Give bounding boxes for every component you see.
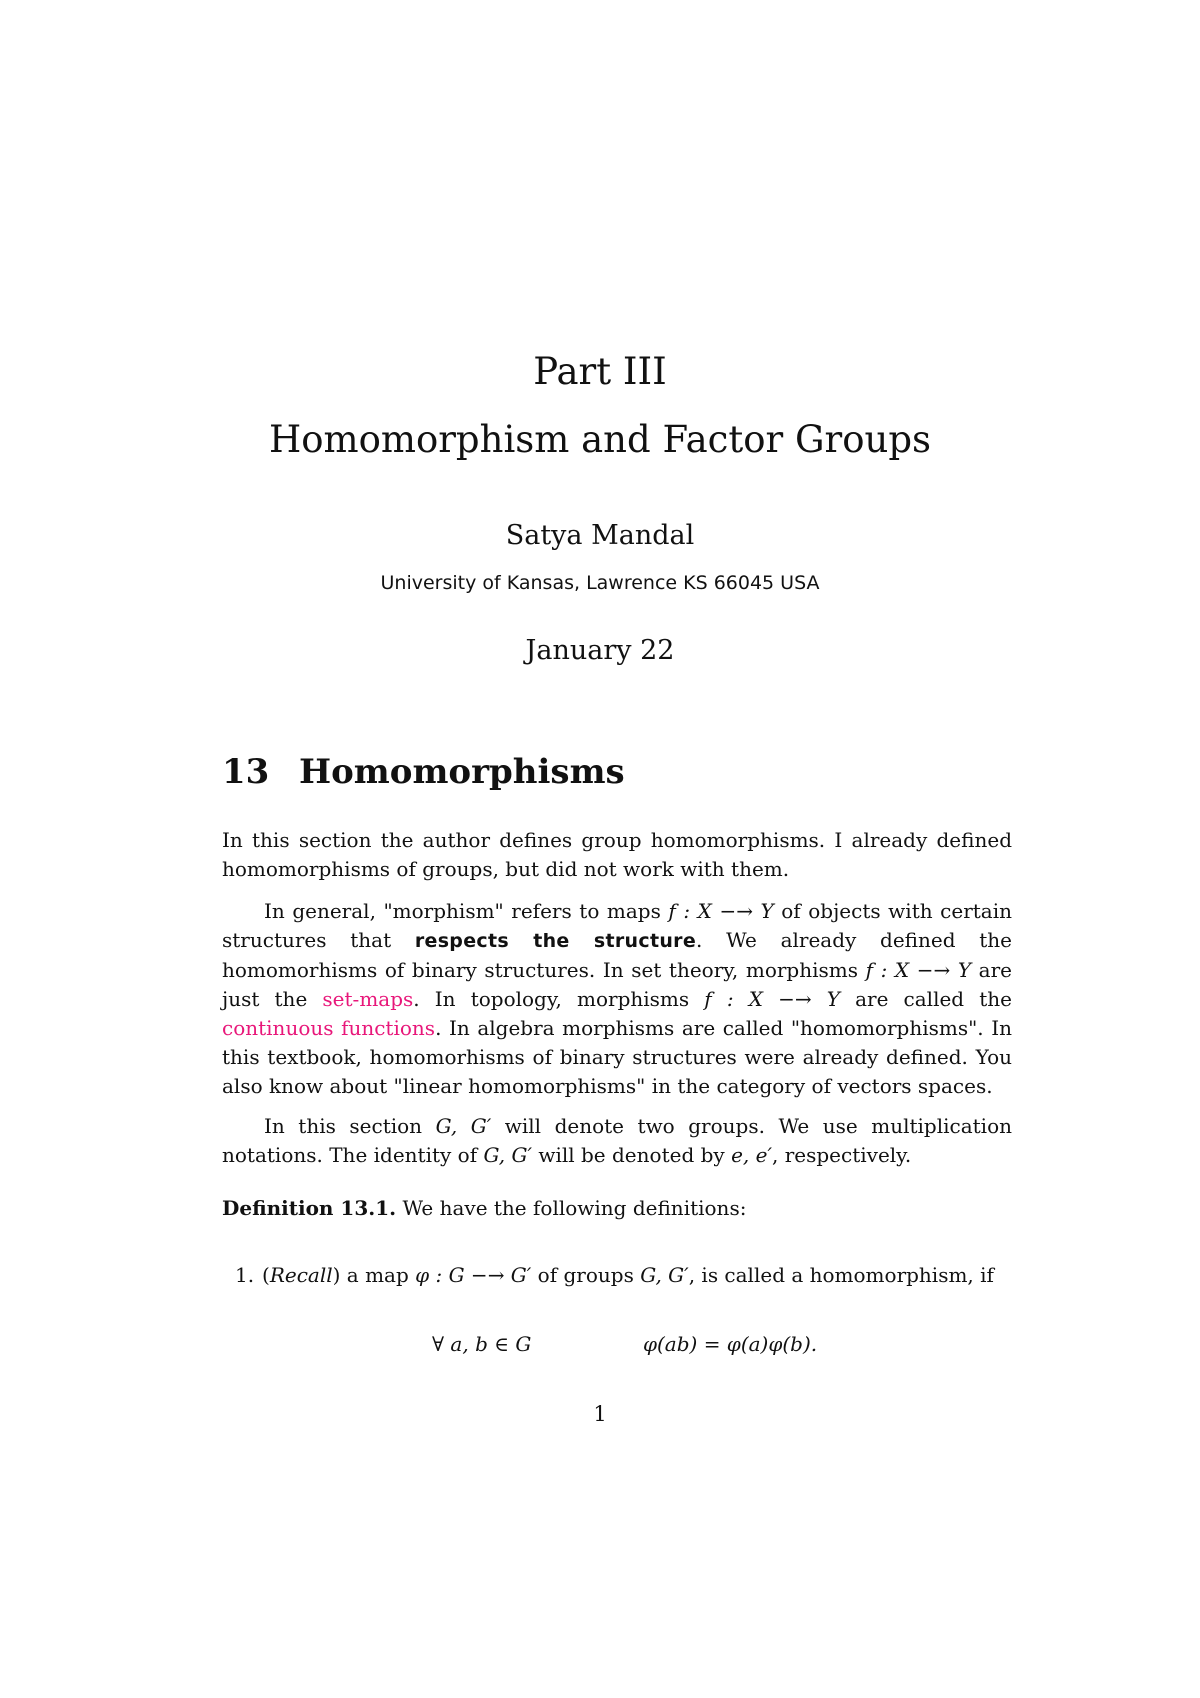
- equation-body: φ(ab) = φ(a)φ(b).: [643, 1332, 818, 1356]
- math-map: f : X −→ Y: [704, 987, 840, 1011]
- list-item-text: (Recall) a map φ : G −→ G′ of groups G, G′, is called a homomorphism, if: [262, 1263, 994, 1287]
- page-number: 1: [593, 1402, 607, 1426]
- text-span: will be denoted by: [531, 1143, 732, 1167]
- equation-quantifier: ∀ a, b ∈ G: [432, 1332, 532, 1356]
- definition-label: Definition 13.1.: [222, 1196, 397, 1220]
- math-map: f : X −→ Y: [668, 899, 774, 923]
- math-groups: G, G′: [435, 1114, 492, 1138]
- section-title: Homomorphisms: [299, 752, 625, 792]
- math-map: φ : G −→ G′: [415, 1263, 532, 1287]
- author-name: Satya Mandal: [505, 520, 695, 551]
- text-span: of objects with certain structures that: [222, 899, 1012, 952]
- recall-label: Recall: [269, 1263, 333, 1287]
- text-span: , respectively.: [772, 1143, 912, 1167]
- math-identities: e, e′: [731, 1143, 772, 1167]
- text-span: , is called a homomorphism, if: [688, 1263, 994, 1287]
- math-map: f : X −→ Y: [865, 958, 972, 982]
- text-span: . In algebra morphisms are called "homomorphisms". In this textbook, homomorhisms of binary structures were already defined. You also know about "linear homomorphisms" in the category of vectors spaces.: [222, 1016, 1012, 1098]
- paragraph-morphisms: [222, 897, 1012, 1101]
- text-span: . In topology, morphisms: [413, 987, 705, 1011]
- text-span: of groups: [531, 1263, 641, 1287]
- text-span: are just the: [222, 958, 1012, 1011]
- set-maps-link[interactable]: set-maps: [322, 987, 414, 1011]
- part-title: Part III: [533, 350, 667, 393]
- definition-heading: [222, 1194, 1012, 1223]
- paragraph-notation: [222, 1112, 1012, 1170]
- definition-intro: We have the following definitions:: [396, 1196, 747, 1220]
- text-span: will denote two groups. We use multiplication notations. The identity of: [222, 1114, 1012, 1167]
- section-number: 13: [222, 752, 270, 792]
- text-span: are called the: [839, 987, 1013, 1011]
- list-marker: 1.: [235, 1263, 255, 1287]
- text-span: In general, "morphism" refers to maps: [264, 899, 669, 923]
- section-heading: [222, 752, 625, 792]
- document-date: January 22: [525, 635, 675, 666]
- math-groups: G, G′: [483, 1143, 532, 1167]
- text-span: . We already defined the homomorhisms of binary structures. In set theory, morphisms: [222, 928, 1012, 982]
- document-title: Homomorphism and Factor Groups: [268, 418, 932, 461]
- text-span: In this section: [264, 1114, 436, 1138]
- text-span: a map: [346, 1263, 416, 1287]
- author-affiliation: University of Kansas, Lawrence KS 66045 USA: [380, 572, 820, 594]
- paragraph-intro: In this section the author defines group homomorphisms. I already defined homomorphisms of groups, but did not work with them.: [222, 828, 1012, 881]
- math-groups: G, G′: [640, 1263, 689, 1287]
- continuous-functions-link[interactable]: continuous functions: [222, 1016, 436, 1040]
- emphasis-text: respects the structure: [414, 930, 697, 952]
